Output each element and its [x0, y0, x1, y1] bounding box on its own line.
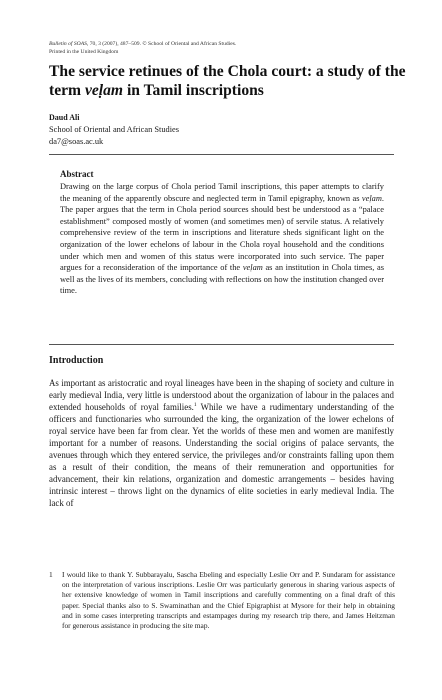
abstract-text-1: Drawing on the large corpus of Chola period Tamil inscriptions, this paper attempts to clarify the meaning of the apparently obscure and neglected term in Tamil epigraphy, known as [60, 182, 384, 203]
introduction-body [49, 377, 394, 509]
footnote [49, 570, 395, 631]
journal-name: Bulletin of SOAS [49, 41, 87, 47]
introduction-text-1: As important as aristocratic and royal lineages have been in the shaping of society and culture in early medieval India, very little is understood about the organization of labour in the palaces and extended households of royal families. [49, 378, 394, 412]
author-affiliation: School of Oriental and African Studies [49, 125, 180, 134]
author-name: Daud Ali [49, 113, 80, 122]
citation-details: , 70, 3 (2007), 487–509. © School of Oriental and African Studies. [86, 41, 237, 47]
title-term: veḷam [84, 82, 124, 99]
abstract-rule-bottom [49, 344, 394, 345]
author-block [49, 112, 409, 148]
abstract-rule-top [49, 154, 394, 155]
abstract-text [60, 181, 384, 297]
abstract-heading: Abstract [60, 169, 94, 179]
introduction-heading: Introduction [49, 355, 104, 366]
footnote-text: I would like to thank Y. Subbarayalu, Sascha Ebeling and especially Leslie Orr and P. Sundaram for assistance on the interpretation of various inscriptions. Leslie Orr was particularly generous in sharing various aspects of her extensive knowledge of women in Tamil inscriptions and carefully commenting on a final draft of this paper. Special thanks also to S. Swaminathan and the Chief Epigraphist at Mysore for their help in obtaining and in some cases interpreting transcripts and estampages during my research trip there, and James Heitzman for generous assistance in producing the site map. [62, 570, 395, 631]
journal-header [49, 40, 409, 56]
abstract-text-2: . The paper argues that the term in Chola period sources should best be understood as a “palace establishment” composed mostly of women (and sometimes men) of servile status. A relatively comprehensive review of the term in inscriptions and literature sheds significant light on the organization of the lower echelons of labour in the Chola royal household and the conditions under which men and women of this status were incorporated into such service. The paper argues for a reconsideration of the importance of the [60, 193, 384, 273]
title-part-2: in Tamil inscriptions [123, 82, 264, 99]
abstract-section [60, 168, 384, 297]
author-email: da7@soas.ac.uk [49, 137, 104, 146]
paper-title [49, 62, 409, 100]
citation-line [49, 40, 409, 48]
printed-line: Printed in the United Kingdom [49, 49, 119, 55]
introduction-text-2: While we have a rudimentary understanding of the officers and functionaries who surrounded the king, the organization of the lower echelons of royal service have been far from clear. Yet the worlds of these men and women are manifestly important for a number of reasons. Understanding the social origins of palace servants, the avenues through which they entered service, the privileges and/or constraints falling upon them as a result of their condition, the means of their remuneration and opportunities for advancement, their kin relations, organization and domestic arrangements – besides having intrinsic interest – throws light on the dynamics of elite societies in early medieval India. The lack of [49, 402, 394, 508]
abstract-term-1: veḷam [361, 193, 382, 203]
title-part-1: The service retinues of the Chola court: a study of the term [49, 63, 406, 99]
footnote-reference[interactable]: 1 [193, 402, 197, 409]
abstract-text-3: as an institution in Chola times, as well as the lives of its members, concluding with reflections on how the institution changed over time. [60, 263, 384, 296]
footnote-number: 1 [49, 570, 53, 579]
abstract-term-2: veḷam [242, 263, 263, 273]
